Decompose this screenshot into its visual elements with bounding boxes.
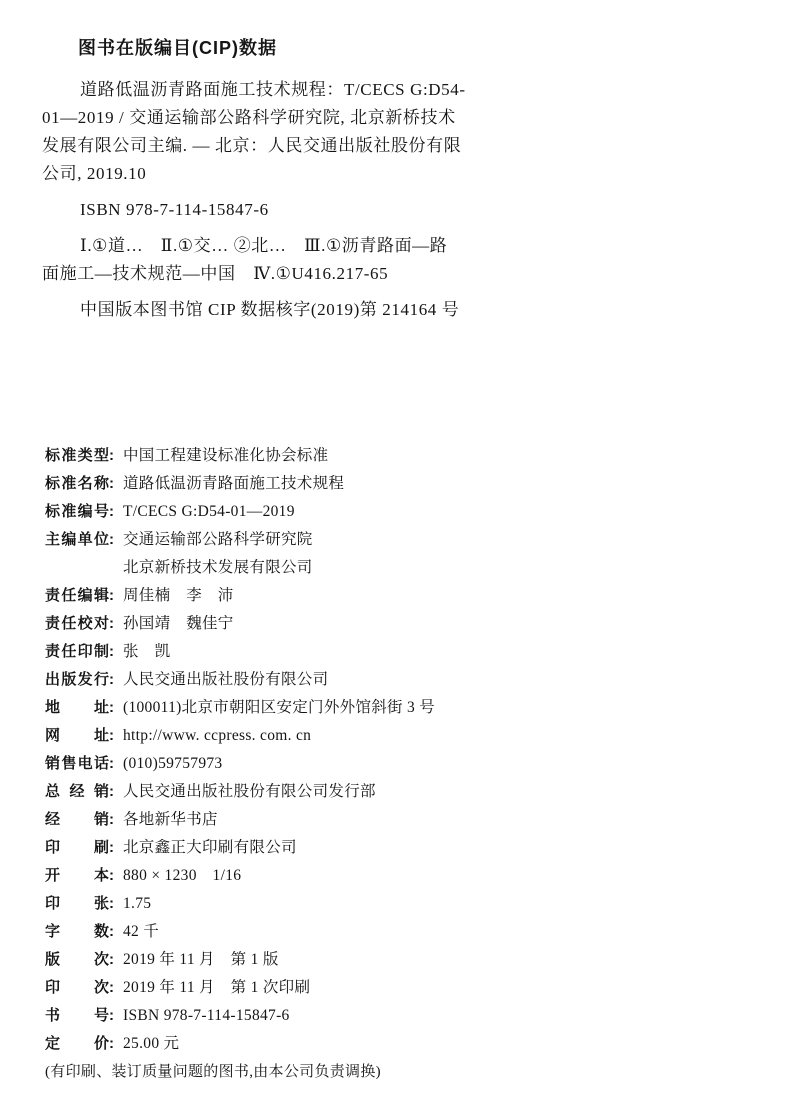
row-value: 张 凯 [123, 643, 171, 660]
colophon-section [0, 442, 790, 1058]
row-sales-phone [45, 750, 790, 778]
row-value: 交通运输部公路科学研究院 [123, 531, 313, 548]
row-colon: : [109, 895, 114, 912]
row-value: 孙国靖 魏佳宁 [123, 615, 234, 632]
row-colon: : [109, 1035, 114, 1052]
row-value: 北京鑫正大印刷有限公司 [123, 839, 297, 856]
row-value: 25.00 元 [123, 1035, 180, 1052]
row-value: 1.75 [123, 895, 152, 912]
row-value: 中国工程建设标准化协会标准 [123, 447, 329, 464]
row-colon: : [109, 839, 114, 856]
row-value: 2019 年 11 月 第 1 次印刷 [123, 979, 311, 996]
row-value: 人民交通出版社股份有限公司 [123, 671, 329, 688]
row-colon: : [109, 671, 114, 688]
row-colon: : [109, 783, 114, 800]
row-label: 定价 [45, 1035, 109, 1052]
row-value: 880 × 1230 1/16 [123, 867, 242, 884]
row-colon: : [109, 951, 114, 968]
row-colon: : [109, 615, 114, 632]
row-word-count [45, 918, 790, 946]
row-label: 出版发行 [45, 671, 109, 688]
cip-classification [42, 232, 734, 288]
row-label: 经销 [45, 811, 109, 828]
row-format [45, 862, 790, 890]
row-colon: : [109, 811, 114, 828]
row-edition [45, 946, 790, 974]
row-label: 印次 [45, 979, 109, 996]
cip-description-line: 发展有限公司主编. — 北京：人民交通出版社股份有限 [42, 136, 462, 155]
row-value: 道路低温沥青路面施工技术规程 [123, 475, 345, 492]
row-colon: : [109, 979, 114, 996]
row-colon: : [109, 1007, 114, 1024]
row-value: http://www. ccpress. com. cn [123, 727, 312, 744]
row-value: 周佳楠 李 沛 [123, 587, 234, 604]
row-colon: : [109, 643, 114, 660]
row-address [45, 694, 790, 722]
row-colon: : [109, 727, 114, 744]
row-label: 版次 [45, 951, 109, 968]
row-label: 标准类型 [45, 447, 109, 464]
row-label: 开本 [45, 867, 109, 884]
row-distributor [45, 806, 790, 834]
cip-description-line: 公司, 2019.10 [42, 164, 147, 183]
row-proofreader [45, 610, 790, 638]
cip-isbn-line: ISBN 978-7-114-15847-6 [80, 200, 269, 219]
row-value: 42 千 [123, 923, 160, 940]
row-value: (100011)北京市朝阳区安定门外外馆斜街 3 号 [123, 699, 436, 716]
row-label: 责任校对 [45, 615, 109, 632]
row-book-number [45, 1002, 790, 1030]
row-chief-editor-unit [45, 526, 790, 554]
row-value: (010)59757973 [123, 755, 223, 772]
row-label: 标准编号 [45, 503, 109, 520]
row-value: 各地新华书店 [123, 811, 218, 828]
row-sheets [45, 890, 790, 918]
cip-classification-line: 面施工—技术规范—中国 Ⅳ.①U416.217-65 [42, 264, 389, 283]
row-value: T/CECS G:D54-01—2019 [123, 503, 295, 520]
row-standard-number [45, 498, 790, 526]
cip-description-line: 道路低温沥青路面施工技术规程：T/CECS G:D54- [80, 80, 466, 99]
row-colon: : [109, 503, 114, 520]
row-label: 责任印制 [45, 643, 109, 660]
row-colon: : [109, 755, 114, 772]
cip-classification-line: Ⅰ.①道… Ⅱ.①交… ②北… Ⅲ.①沥青路面—路 [80, 236, 448, 255]
row-printer [45, 834, 790, 862]
row-general-distributor [45, 778, 790, 806]
row-label: 标准名称 [45, 475, 109, 492]
row-colon: : [109, 475, 114, 492]
row-standard-type [45, 442, 790, 470]
row-value: 人民交通出版社股份有限公司发行部 [123, 783, 376, 800]
row-impression [45, 974, 790, 1002]
row-label: 书号 [45, 1007, 109, 1024]
row-label: 地址 [45, 699, 109, 716]
row-website [45, 722, 790, 750]
row-value: 北京新桥技术发展有限公司 [123, 559, 313, 576]
cip-description-line: 01—2019 / 交通运输部公路科学研究院, 北京新桥技术 [42, 108, 456, 127]
row-value: 2019 年 11 月 第 1 版 [123, 951, 279, 968]
row-standard-name [45, 470, 790, 498]
row-label: 销售电话 [45, 755, 109, 772]
row-label: 责任编辑 [45, 587, 109, 604]
row-responsible-editor [45, 582, 790, 610]
row-value: ISBN 978-7-114-15847-6 [123, 1007, 290, 1024]
cip-section [0, 0, 790, 324]
row-print-supervisor [45, 638, 790, 666]
row-colon: : [109, 531, 114, 548]
row-label: 印刷 [45, 839, 109, 856]
row-colon: : [109, 699, 114, 716]
quality-note: (有印刷、装订质量问题的图书,由本公司负责调换) [45, 1064, 381, 1080]
cip-record-number-line: 中国版本图书馆 CIP 数据核字(2019)第 214164 号 [80, 300, 460, 319]
row-label: 主编单位 [45, 531, 109, 548]
cip-description [42, 76, 734, 188]
row-colon: : [109, 867, 114, 884]
row-colon: : [109, 447, 114, 464]
row-price [45, 1030, 790, 1058]
row-label: 印张 [45, 895, 109, 912]
row-label: 总经销 [45, 783, 109, 800]
row-label: 字数 [45, 923, 109, 940]
cip-title: 图书在版编目(CIP)数据 [78, 38, 277, 58]
row-colon: : [109, 923, 114, 940]
row-colon: : [109, 587, 114, 604]
row-chief-editor-unit-2 [45, 554, 790, 582]
row-label: 网址 [45, 727, 109, 744]
row-publisher [45, 666, 790, 694]
